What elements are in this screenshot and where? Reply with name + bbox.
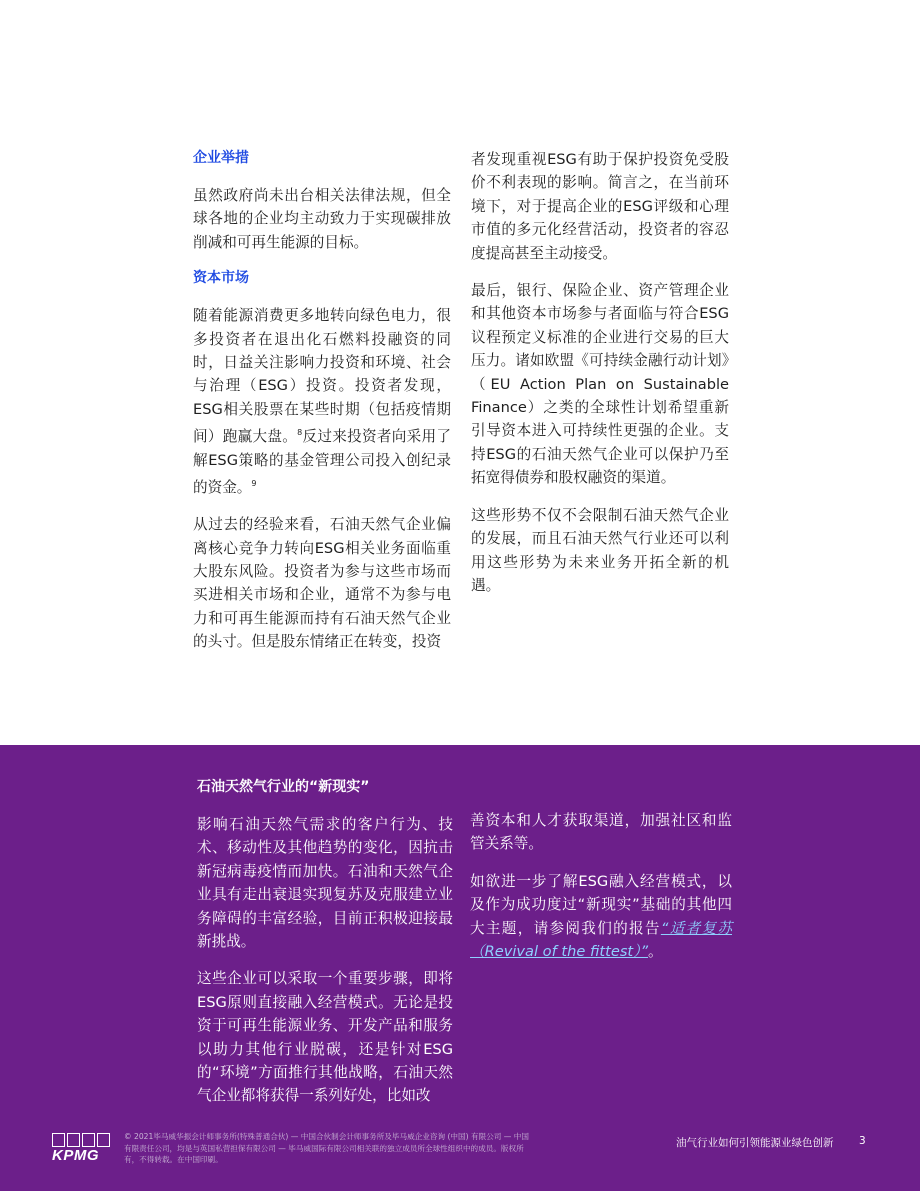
kpmg-logo bbox=[52, 1133, 112, 1167]
banner-left-column bbox=[197, 777, 453, 1122]
footer-title: 油气行业如何引领能源业绿色创新 bbox=[676, 1137, 834, 1149]
legal-notice: © 2021毕马威华振会计师事务所(特殊普通合伙) — 中国合伙制会计师事务所及毕马威企业咨询 (中国) 有限公司 — 中国有限责任公司，均是与英国私营担保有限公司 — 毕马威国际有限公司相关联的独立成员所全球性组织中的成员。版权所有，不得转载。在中国印刷。 bbox=[124, 1132, 529, 1164]
logo-boxes-icon bbox=[52, 1133, 112, 1147]
paragraph-text: 反过来投资者向采用了解ESG策略的基金管理公司投入创纪录的资金。 bbox=[193, 428, 451, 496]
paragraph: 这些形势不仅不会限制石油天然气企业的发展，而且石油天然气行业还可以利用这些形势为未来业务开拓全新的机遇。 bbox=[471, 506, 729, 594]
left-column bbox=[193, 148, 451, 668]
paragraph-text: 如欲进一步了解ESG融入经营模式，以及作为成功度过“新现实”基础的其他四大主题，请参阅我们的报告 bbox=[470, 872, 732, 937]
logo-wordmark: KPMG bbox=[52, 1147, 99, 1164]
banner-heading: 石油天然气行业的“新现实” bbox=[197, 779, 370, 795]
paragraph: 从过去的经验来看，石油天然气企业偏离核心竞争力转向ESG相关业务面临重大股东风险。投资者为参与这些市场而买进相关市场和企业，通常不为参与电力和可再生能源而持有石油天然气企业的头寸。但是股东情绪正在转变，投资 bbox=[193, 516, 451, 651]
paragraph-text: 随着能源消费更多地转向绿色电力，很多投资者在退出化石燃料投融资的同时，日益关注影响力投资和环境、社会与治理（ESG）投资。投资者发现，ESG相关股票在某些时期（包括疫情期间）跑赢大盘。 bbox=[193, 307, 451, 446]
paragraph bbox=[193, 304, 451, 499]
paragraph: 者发现重视ESG有助于保护投资免受股价不利表现的影响。简言之，在当前环境下，对于提高企业的ESG评级和心理市值的多元化经营活动，投资者的容忍度提高甚至主动接受。 bbox=[471, 151, 729, 262]
paragraph: 虽然政府尚未出台相关法律法规，但全球各地的企业均主动致力于实现碳排放削减和可再生能源的目标。 bbox=[193, 187, 451, 251]
report-link[interactable]: “适者复苏（Revival of the fittest）” bbox=[470, 919, 732, 961]
paragraph: 这些企业可以采取一个重要步骤，即将ESG原则直接融入经营模式。无论是投资于可再生能源业务、开发产品和服务以助力其他行业脱碳，还是针对ESG的“环境”方面推行其他战略，石油天然气企业都将获得一系列好处，比如改 bbox=[197, 970, 453, 1105]
right-column bbox=[471, 148, 729, 611]
footer bbox=[0, 1129, 920, 1191]
paragraph-text: 。 bbox=[648, 943, 663, 961]
paragraph: 影响石油天然气需求的客户行为、技术、移动性及其他趋势的变化，因抗击新冠病毒疫情而加快。石油和天然气企业具有走出衰退实现复苏及克服建立业务障碍的丰富经验，目前正积极迎接最新挑战。 bbox=[197, 816, 453, 951]
page-number: 3 bbox=[859, 1135, 866, 1147]
section-heading-capital-markets: 资本市场 bbox=[193, 270, 249, 287]
footnote-marker[interactable]: 8 bbox=[297, 428, 303, 438]
banner-right-column bbox=[470, 809, 732, 977]
paragraph: 善资本和人才获取渠道，加强社区和监管关系等。 bbox=[470, 812, 732, 853]
section-heading-corporate-actions: 企业举措 bbox=[193, 150, 249, 166]
paragraph: 最后，银行、保险企业、资产管理企业和其他资本市场参与者面临与符合ESG议程预定义标准的企业进行交易的巨大压力。诸如欧盟《可持续金融行动计划》（EU Action Plan on Sustainable Finance）之类的全球性计划希望重新引导资本进入可持续性更强的企业。支持ESG的石油天然气企业可以保护乃至拓宽得债券和股权融资的渠道。 bbox=[471, 282, 729, 487]
new-reality-banner bbox=[0, 745, 920, 1191]
paragraph bbox=[470, 870, 732, 964]
footnote-marker[interactable]: 9 bbox=[251, 478, 257, 488]
